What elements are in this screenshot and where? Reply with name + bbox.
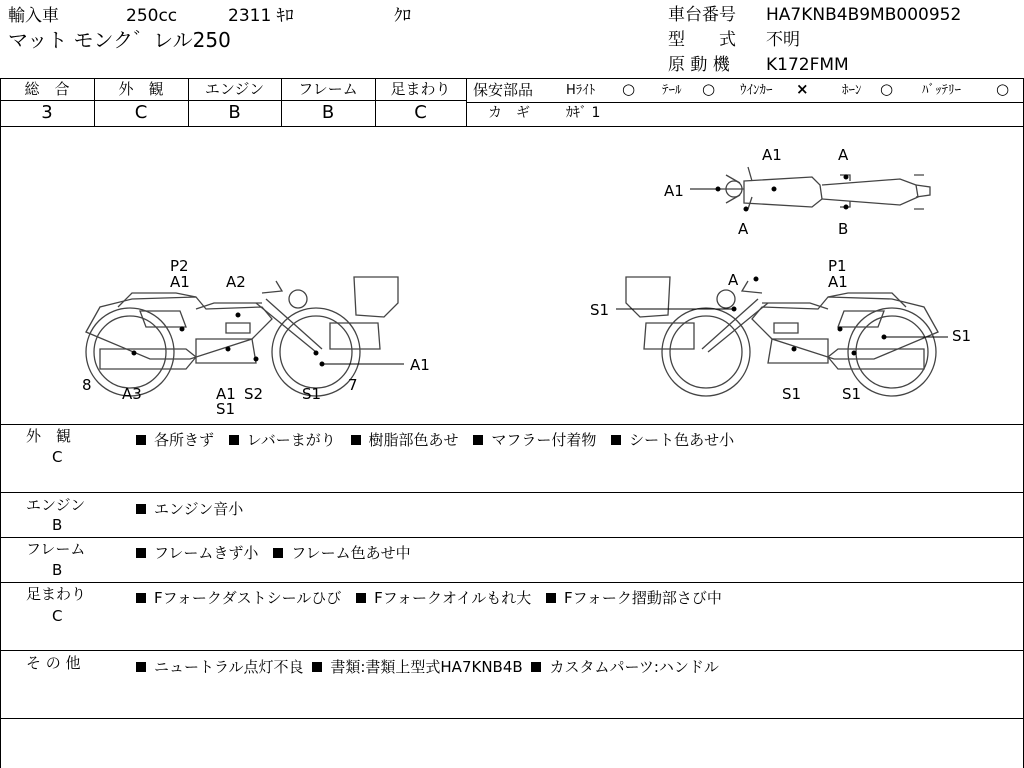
- safety-tail-mark: ○: [702, 80, 716, 98]
- label-p2: P2: [170, 257, 189, 275]
- label-s1-bottom-2: S1: [842, 385, 862, 403]
- safety-headlight-label: Hﾗｲﾄ: [566, 83, 596, 98]
- grade-engine-label: エンジン: [204, 80, 265, 98]
- detail-suspension-list: [136, 587, 732, 608]
- label-s1-wheel: S1: [302, 385, 322, 403]
- detail-item: 各所きず: [154, 431, 215, 449]
- motorcycle-top-view-icon: [718, 167, 930, 209]
- detail-item: Fフォークダストシールひび: [154, 589, 342, 607]
- displacement: 250cc: [126, 6, 178, 26]
- detail-exterior-list: [136, 429, 744, 450]
- safety-battery-mark: ○: [996, 80, 1010, 98]
- grade-frame-label: フレーム: [298, 80, 358, 98]
- detail-suspension-grade: C: [52, 607, 63, 625]
- label-p1: P1: [828, 257, 847, 275]
- detail-exterior-grade: C: [52, 448, 63, 466]
- detail-other-category: そ の 他: [26, 654, 81, 672]
- key-value: ｶｷﾞ 1: [566, 105, 601, 121]
- detail-item: エンジン音小: [154, 500, 244, 518]
- detail-item: 樹脂部色あせ: [368, 431, 459, 449]
- safety-tail-label: ﾃｰﾙ: [662, 83, 682, 98]
- label-eight: 8: [82, 376, 92, 394]
- detail-item: 書類:書類上型式HA7KNB4B: [330, 658, 523, 676]
- label-s1-right: S1: [952, 327, 972, 345]
- label-a1-tank: A1: [762, 146, 782, 164]
- label-a2: A2: [226, 273, 246, 291]
- label-a1-top: A1: [170, 273, 190, 291]
- grade-exterior-label: 外 観: [118, 80, 164, 98]
- detail-frame-grade: B: [52, 561, 63, 579]
- detail-item: シート色あせ小: [629, 431, 735, 449]
- detail-suspension-category: 足まわり: [26, 585, 87, 603]
- detail-frame-category: フレーム: [26, 540, 86, 558]
- vehicle-type: 輸入車: [8, 6, 59, 26]
- detail-item: Fフォークオイルもれ大: [374, 589, 532, 607]
- label-a-right-top: A: [838, 146, 849, 164]
- detail-item: フレーム色あせ中: [291, 544, 411, 562]
- model-type-label: 型 式: [668, 30, 736, 50]
- safety-horn-label: ﾎｰﾝ: [842, 83, 862, 98]
- label-seven: 7: [348, 376, 358, 394]
- color: ｸﾛ: [394, 6, 411, 26]
- engine-value: K172FMM: [766, 55, 849, 75]
- key-label: カ ギ: [488, 105, 530, 121]
- mileage: 2311 ｷﾛ: [228, 6, 294, 26]
- chassis-value: HA7KNB4B9MB000952: [766, 5, 962, 25]
- label-a1-bottom: A1: [216, 385, 236, 403]
- label-a-handle: A: [728, 271, 739, 289]
- safety-winker-label: ｳｲﾝｶｰ: [740, 83, 773, 98]
- safety-title: 保安部品: [473, 81, 534, 99]
- label-s2: S2: [244, 385, 264, 403]
- grade-suspension-value: C: [414, 102, 427, 123]
- detail-item: カスタムパーツ:ハンドル: [549, 658, 719, 676]
- grade-engine-value: B: [228, 102, 241, 123]
- detail-engine-grade: B: [52, 516, 63, 534]
- detail-item: レバーまがり: [246, 431, 336, 449]
- safety-headlight-mark: ○: [622, 80, 636, 98]
- grade-frame-value: B: [321, 102, 335, 123]
- safety-winker-mark: ×: [796, 80, 809, 98]
- detail-frame-list: [136, 542, 421, 563]
- detail-item: フレームきず小: [154, 544, 259, 562]
- damage-diagram: [0, 127, 1024, 424]
- grade-suspension-label: 足まわり: [390, 80, 451, 98]
- engine-label: 原 動 機: [668, 55, 730, 75]
- safety-battery-label: ﾊﾞｯﾃﾘｰ: [922, 83, 961, 98]
- detail-item: Fフォーク摺動部さび中: [563, 589, 722, 607]
- label-a1-right-bike: A1: [828, 273, 848, 291]
- label-s1-bottom-1: S1: [782, 385, 802, 403]
- grade-exterior-value: C: [134, 102, 148, 123]
- label-b-bottom: B: [838, 220, 849, 238]
- chassis-label: 車台番号: [668, 5, 736, 25]
- label-s1-left: S1: [590, 301, 610, 319]
- detail-exterior-category: 外 観: [26, 427, 72, 445]
- label-a1-right: A1: [410, 356, 430, 374]
- label-a3: A3: [122, 385, 142, 403]
- detail-other-list: [136, 656, 719, 677]
- safety-horn-mark: ○: [880, 80, 894, 98]
- grade-overall-value: 3: [41, 102, 53, 123]
- detail-item: マフラー付着物: [491, 431, 597, 449]
- label-a1-left: A1: [664, 182, 684, 200]
- detail-engine-category: エンジン: [26, 496, 86, 514]
- detail-item: ニュートラル点灯不良: [154, 658, 304, 676]
- label-a-bottom: A: [738, 220, 749, 238]
- detail-engine-list: [136, 498, 253, 519]
- label-s1-bottom: S1: [216, 400, 236, 418]
- model-type-value: 不明: [766, 30, 800, 50]
- grade-overall-label: 総 合: [24, 80, 70, 98]
- model-name: マット モンク゛レル250: [8, 28, 231, 52]
